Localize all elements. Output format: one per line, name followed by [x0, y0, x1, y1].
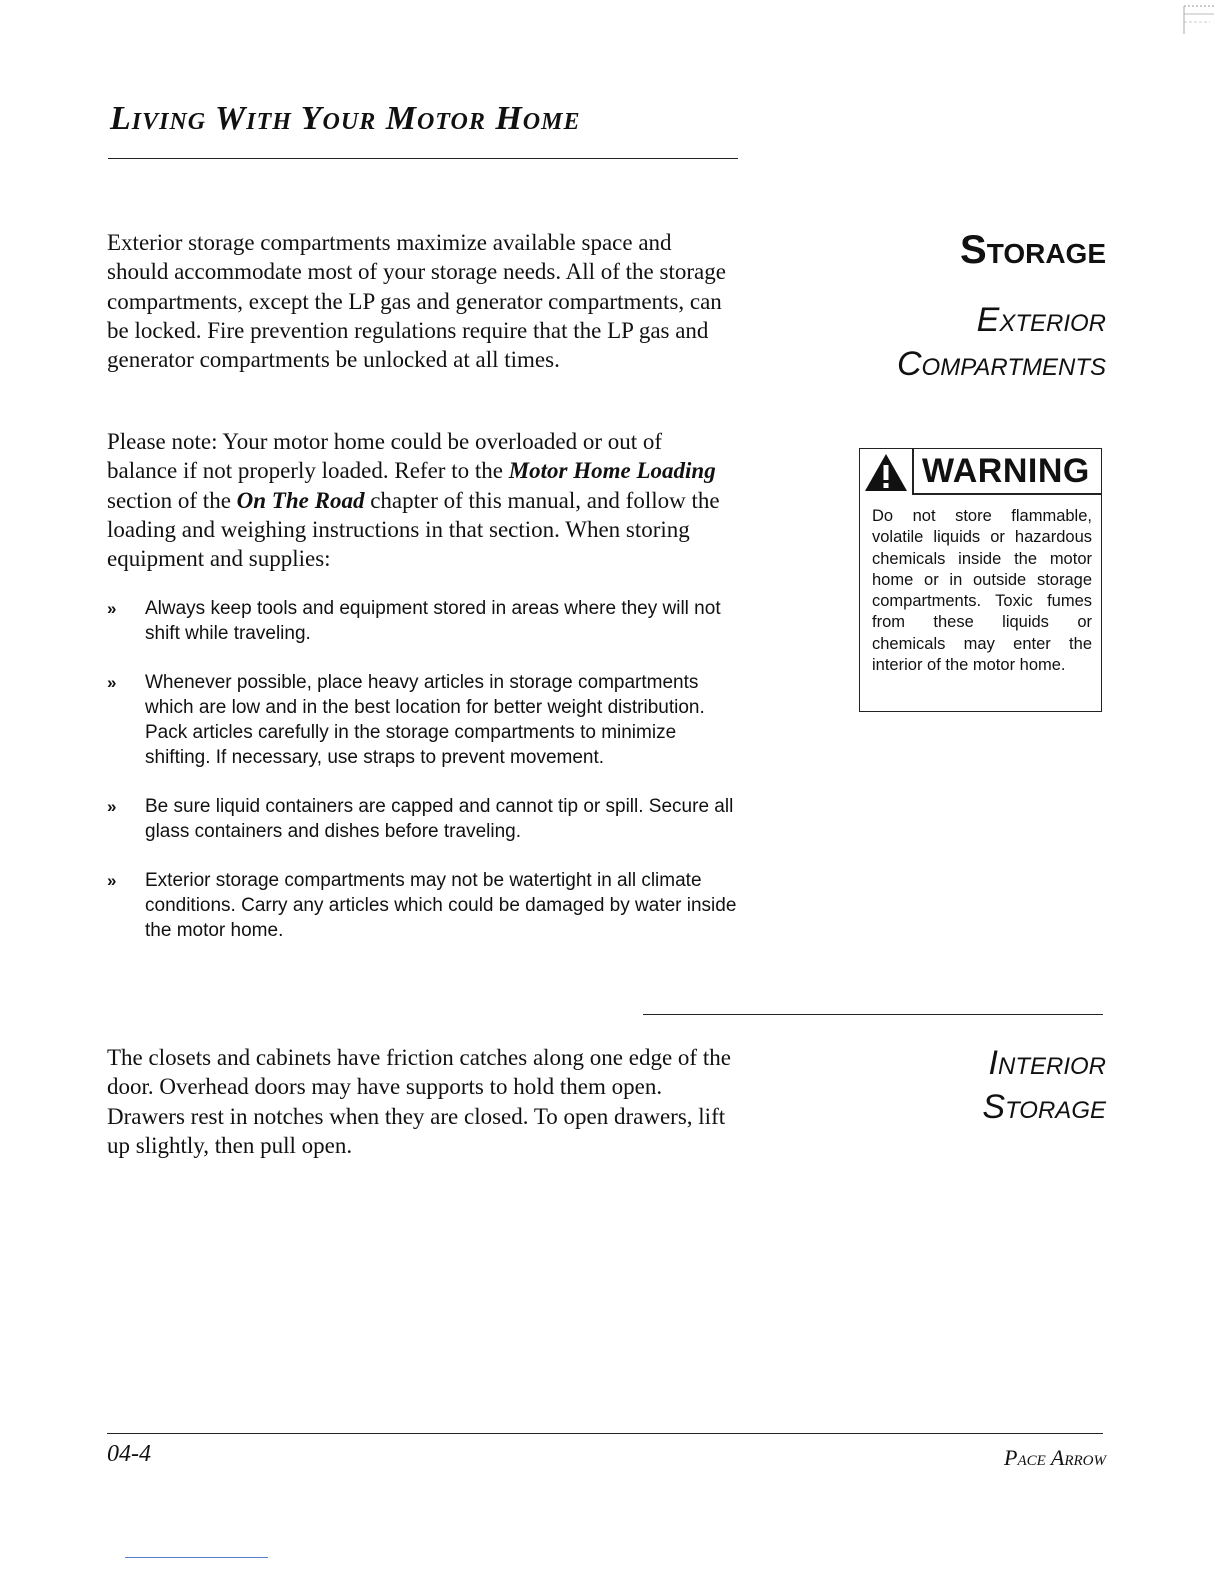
footer-rule [107, 1433, 1103, 1434]
ref-on-the-road: On The Road [236, 487, 365, 513]
warning-label: WARNING [912, 449, 1101, 495]
storage-tips-list [107, 596, 737, 967]
section-divider [643, 1014, 1103, 1015]
list-item [107, 868, 737, 943]
note-text-part3: chapter of this manual, and follow the loading and weighing instructions in that section. When storing equipment and supplies: [107, 487, 720, 572]
scan-edge-marks [1180, 0, 1218, 40]
note-text-part2: section of the [107, 487, 237, 513]
ref-motor-home-loading: Motor Home Loading [508, 458, 716, 484]
list-item-text: Whenever possible, place heavy articles in storage compartments which are low and in the best location for better weight distribution. Pack articles carefully in the storage compartments to minimize shifting. If necessary, use straps to prevent movement. [145, 672, 705, 768]
bullet-marker-icon: » [107, 673, 115, 692]
list-item-text: Be sure liquid containers are capped and cannot tip or spill. Secure all glass containers and dishes before traveling. [145, 796, 734, 842]
heading-exterior-line2: Compartments [896, 345, 1106, 383]
list-item [107, 794, 737, 844]
note-paragraph [107, 427, 737, 573]
intro-paragraph: Exterior storage compartments maximize available space and should accommodate most of your storage needs. All of the storage compartments, except the LP gas and generator compartments, can be locked. Fire prevention regulations require that the LP gas and generator compartments be unlocked at all times. [107, 230, 726, 373]
page-header-title: Living With Your Motor Home [110, 100, 581, 137]
section-title-storage: Storage [960, 228, 1106, 272]
heading-exterior-compartments [897, 298, 1106, 386]
footer-title: Pace Arrow [1004, 1445, 1106, 1470]
list-item [107, 596, 737, 646]
bullet-marker-icon: » [107, 871, 115, 890]
interior-paragraph: The closets and cabinets have friction catches along one edge of the door. Overhead doors may have supports to hold them open. Drawers rest in notches when they are closed. To open drawers, lift up slightly, then pull open. [107, 1045, 731, 1158]
header-rule [108, 158, 738, 159]
warning-triangle-icon [860, 449, 912, 495]
note-text-part1: Please note: Your motor home could be overloaded or out of balance if not properly loaded. Refer to the [107, 429, 663, 484]
bullet-marker-icon: » [107, 599, 115, 618]
heading-exterior-line1: Exterior [976, 301, 1106, 339]
scan-artifact-line [125, 1557, 268, 1558]
warning-box [859, 448, 1102, 712]
heading-interior-line1: Interior [988, 1044, 1106, 1082]
warning-text: Do not store flammable, volatile liquids or hazardous chemicals inside the motor home or in outside storage compartments. Toxic fumes from these liquids or chemicals may enter the interior of the motor home. [872, 507, 1092, 675]
warning-header [860, 449, 1101, 495]
page-number: 04-4 [107, 1441, 151, 1467]
list-item-text: Exterior storage compartments may not be watertight in all climate conditions. Carry any articles which could be damaged by water inside the motor home. [145, 870, 737, 941]
bullet-marker-icon: » [107, 797, 115, 816]
heading-interior-line2: Storage [982, 1088, 1106, 1126]
list-item-text: Always keep tools and equipment stored in areas where they will not shift while traveling. [145, 598, 721, 644]
list-item [107, 670, 737, 770]
heading-interior-storage [982, 1041, 1106, 1129]
